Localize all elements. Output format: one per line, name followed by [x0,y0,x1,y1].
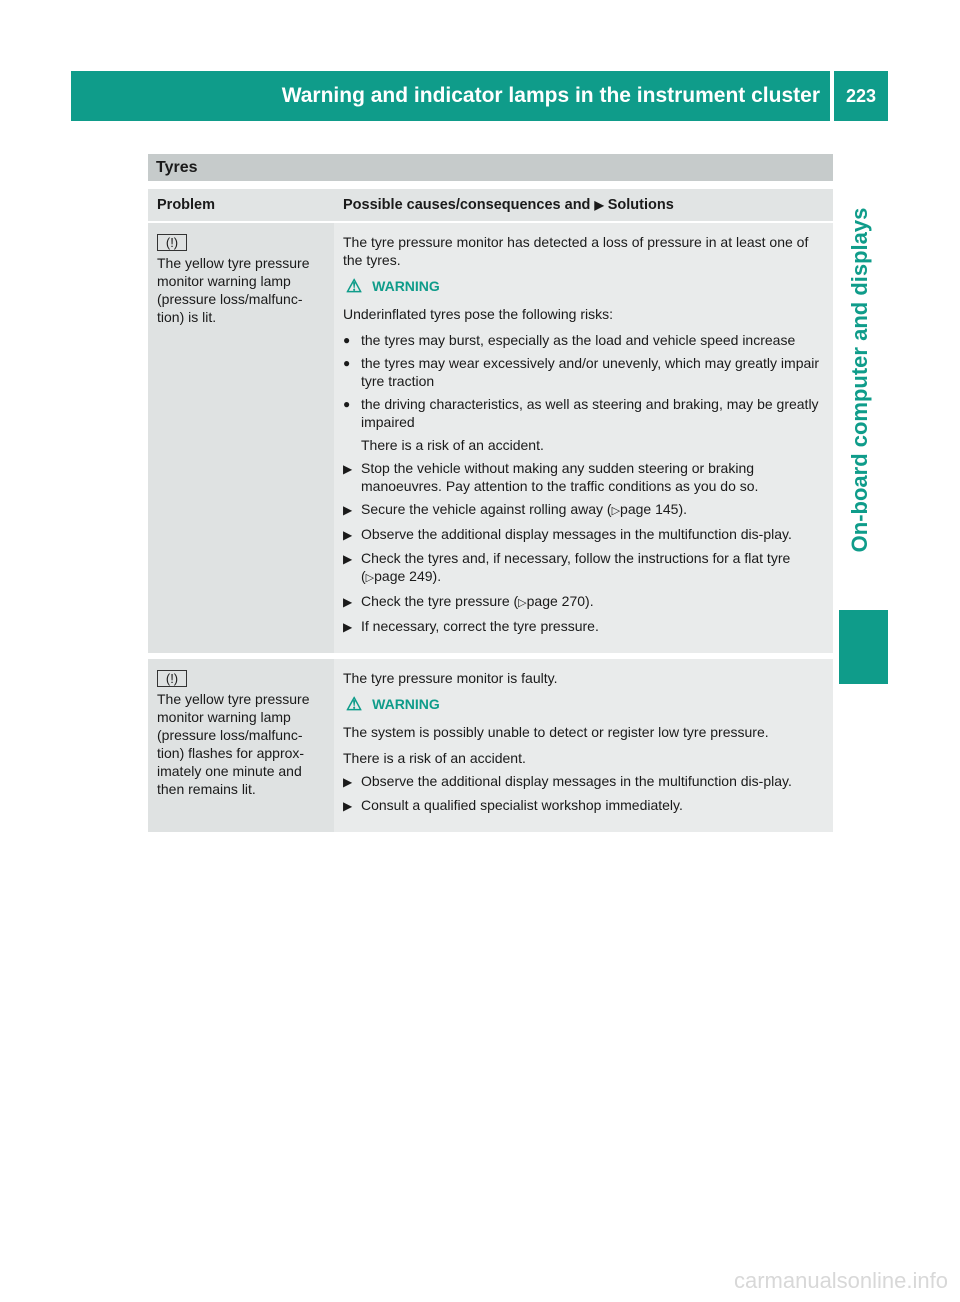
problem-cell [148,223,334,653]
col-solutions-post: Solutions [607,197,674,213]
page-header [71,71,830,121]
problem-cell [148,659,334,832]
side-tab-label: On-board computer and displays [847,207,872,553]
accident-note: There is a risk of an accident. [343,750,526,766]
step-item: ▶ Observe the additional display messages in the multifunction dis-play. [343,773,792,789]
tyre-pressure-lamp-icon: (!) [157,234,187,251]
col-solutions [334,197,833,213]
step-item: ▶ Secure the vehicle against rolling away (▷page 145). [343,500,827,520]
intro-text: The tyre pressure monitor is faulty. [343,670,558,686]
list-item: ● the driving characteristics, as well as steering and braking, may be greatly impaired [343,396,819,430]
arrow-icon: ▶ [594,198,604,212]
tyres-table [148,154,833,832]
problem-text: The yellow tyre pressure monitor warning lamp (pressure loss/malfunc-tion) flashes for approx-imately one minute and then remains lit. [157,691,310,797]
col-problem: Problem [157,197,216,213]
warning-triangle-icon: ⚠ [346,694,363,714]
step-item: ▶ Stop the vehicle without making any sudden steering or braking manoeuvres. Pay attention to the traffic conditions as you do so. [343,460,759,494]
warning-label: WARNING [372,696,440,712]
page-ref-icon: ▷ [518,597,527,609]
header-title: Warning and indicator lamps in the instrument cluster [281,84,820,107]
warning-text: The system is possibly unable to detect or register low tyre pressure. [343,724,769,740]
bullet-icon: ● [343,356,351,370]
step-arrow-icon: ▶ [343,552,353,566]
col-solutions-pre: Possible causes/consequences and [343,197,591,213]
step-item: ▶ Check the tyre pressure (▷page 270). [343,592,827,612]
problem-text: The yellow tyre pressure monitor warning lamp (pressure loss/malfunc-tion) is lit. [157,255,310,325]
warning-heading [343,277,827,295]
warning-heading [343,695,827,713]
page-ref-link[interactable]: page 145 [620,501,679,517]
step-arrow-icon: ▶ [343,799,353,813]
bullet-icon: ● [343,333,351,347]
page-ref-link[interactable]: page 270 [526,593,586,609]
warning-triangle-icon: ⚠ [346,276,363,296]
page-ref-icon: ▷ [611,505,621,517]
step-arrow-icon: ▶ [343,775,353,789]
step-arrow-icon: ▶ [343,528,353,542]
accident-note: There is a risk of an accident. [361,437,544,453]
step-item: ▶ Observe the additional display messages in the multifunction dis-play. [343,526,792,542]
solution-cell [334,223,833,653]
page-ref-icon: ▷ [365,572,375,584]
step-arrow-icon: ▶ [343,462,353,476]
table-header [148,189,833,221]
table-row [148,223,833,653]
bullet-icon: ● [343,397,351,411]
page-ref-link[interactable]: page 249 [374,568,433,584]
step-item: ▶ Consult a qualified specialist workshop immediately. [343,797,683,813]
table-title: Tyres [148,154,833,181]
intro-text: The tyre pressure monitor has detected a loss of pressure in at least one of the tyres. [343,234,809,268]
table-row [148,659,833,832]
step-arrow-icon: ▶ [343,595,353,609]
tyre-pressure-lamp-icon: (!) [157,670,187,687]
page-number: 223 [834,71,888,121]
step-item: ▶ If necessary, correct the tyre pressure. [343,618,599,634]
step-arrow-icon: ▶ [343,620,353,634]
list-item: ● the tyres may wear excessively and/or unevenly, which may greatly impair tyre traction [343,355,820,389]
list-item: ● the tyres may burst, especially as the load and vehicle speed increase [343,332,796,348]
step-arrow-icon: ▶ [343,503,353,517]
warning-text: Underinflated tyres pose the following risks: [343,306,614,322]
side-tab [840,170,880,590]
watermark: carmanualsonline.info [733,1268,948,1293]
step-item: ▶ Check the tyres and, if necessary, follow the instructions for a flat tyre (▷page 249). [343,549,827,587]
warning-label: WARNING [372,278,440,294]
solution-cell [334,659,833,832]
side-tab-marker [839,610,888,684]
